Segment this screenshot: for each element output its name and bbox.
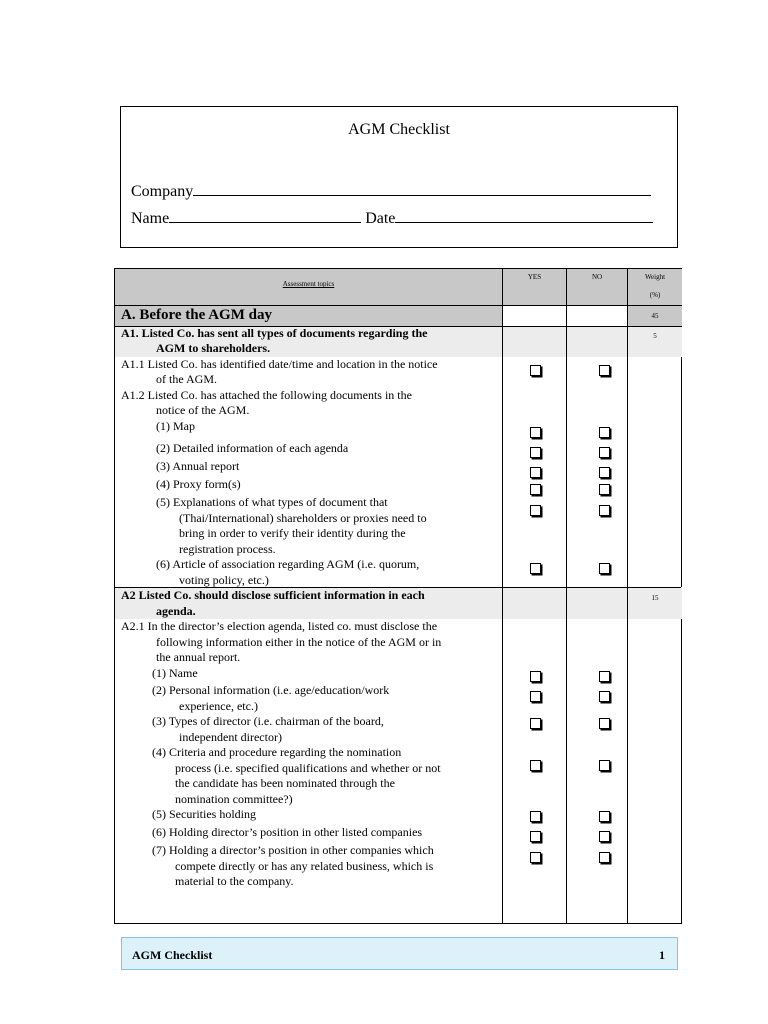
col-header-weight: Weight — [644, 273, 666, 281]
a1-2-2-yes-checkbox[interactable] — [530, 447, 541, 458]
a1-2-item-5-l3: bring in order to verify their identity during the — [179, 526, 406, 540]
a1-2-5-no-checkbox[interactable] — [599, 505, 610, 516]
header-box — [120, 106, 678, 248]
a2-1-text: A2.1 In the director’s election agenda, listed co. must disclose the — [121, 619, 438, 633]
company-field[interactable] — [193, 181, 651, 196]
name-label: Name — [131, 210, 170, 227]
a2-1-item-4-l4: nomination committee?) — [175, 792, 293, 806]
a2-1-item-3: (3) Types of director (i.e. chairman of the board, — [152, 714, 384, 728]
a1-2-4-yes-checkbox[interactable] — [530, 484, 541, 495]
a1-2-3-yes-checkbox[interactable] — [530, 467, 541, 478]
a1-2-item-6-l2: voting policy, etc.) — [179, 573, 269, 587]
a2-1-item-3-l2: independent director) — [179, 730, 282, 744]
a2-1-3-no-checkbox[interactable] — [599, 718, 610, 729]
a1-2-3-no-checkbox[interactable] — [599, 467, 610, 478]
a2-1-2-no-checkbox[interactable] — [599, 691, 610, 702]
a2-weight: 15 — [651, 594, 659, 602]
a1-2-2-no-checkbox[interactable] — [599, 447, 610, 458]
date-label: Date — [365, 210, 396, 227]
section-a-title: A. Before the AGM day — [121, 307, 272, 323]
a2-1-5-yes-checkbox[interactable] — [530, 811, 541, 822]
a1-1-yes-checkbox[interactable] — [530, 365, 541, 376]
a2-1-2-yes-checkbox[interactable] — [530, 691, 541, 702]
a1-2-item-5-l2: (Thai/International) shareholders or proxies need to — [179, 511, 427, 525]
footer-title: AGM Checklist — [132, 948, 213, 962]
a1-2-item-4: (4) Proxy form(s) — [156, 477, 241, 491]
col-header-topics: Assessment topics — [282, 280, 335, 288]
a2-1-text-3: the annual report. — [156, 650, 241, 664]
a2-1-item-4: (4) Criteria and procedure regarding the nomination — [152, 745, 402, 759]
a2-1-7-yes-checkbox[interactable] — [530, 852, 541, 863]
a1-2-text-2: notice of the AGM. — [156, 403, 250, 417]
a1-2-item-6: (6) Article of association regarding AGM (i.e. quorum, — [156, 557, 420, 571]
a1-2-4-no-checkbox[interactable] — [599, 484, 610, 495]
col-header-no: NO — [591, 273, 603, 281]
checklist-table — [114, 268, 682, 924]
a2-1-item-7: (7) Holding a director’s position in other companies which — [152, 843, 434, 857]
a1-2-item-5-l4: registration process. — [179, 542, 276, 556]
a2-1-6-no-checkbox[interactable] — [599, 831, 610, 842]
a2-1-item-7-l2: compete directly or has any related business, which is — [175, 859, 434, 873]
section-a-weight: 45 — [651, 312, 659, 320]
a2-1-1-yes-checkbox[interactable] — [530, 671, 541, 682]
a1-2-5-yes-checkbox[interactable] — [530, 505, 541, 516]
document-title: AGM Checklist — [348, 121, 450, 138]
a2-1-item-6: (6) Holding director’s position in other listed companies — [152, 825, 423, 839]
company-label: Company — [131, 183, 194, 200]
a2-1-text-2: following information either in the notice of the AGM or in — [156, 635, 442, 649]
a1-1-no-checkbox[interactable] — [599, 365, 610, 376]
a1-2-6-no-checkbox[interactable] — [599, 563, 610, 574]
a1-2-text: A1.2 Listed Co. has attached the following documents in the — [121, 388, 412, 402]
a1-2-item-2: (2) Detailed information of each agenda — [156, 441, 349, 455]
a2-1-item-2: (2) Personal information (i.e. age/education/work — [152, 683, 390, 697]
a2-1-item-4-l3: the candidate has been nominated through the — [175, 776, 395, 790]
name-field[interactable] — [169, 208, 361, 223]
a2-1-6-yes-checkbox[interactable] — [530, 831, 541, 842]
a2-1-item-1: (1) Name — [152, 666, 198, 680]
a2-1-5-no-checkbox[interactable] — [599, 811, 610, 822]
a1-2-item-1: (1) Map — [156, 419, 195, 433]
a2-1-item-2-l2: experience, etc.) — [179, 699, 258, 713]
a1-2-1-no-checkbox[interactable] — [599, 427, 610, 438]
a2-1-7-no-checkbox[interactable] — [599, 852, 610, 863]
a1-2-item-3: (3) Annual report — [156, 459, 240, 473]
a1-2-item-5: (5) Explanations of what types of document that — [156, 495, 388, 509]
col-header-weight-unit: (%) — [649, 291, 661, 299]
a2-1-item-7-l3: material to the company. — [175, 874, 294, 888]
a2-1-4-yes-checkbox[interactable] — [530, 760, 541, 771]
name-date-line — [131, 208, 653, 228]
a1-1-text-2: of the AGM. — [156, 372, 217, 386]
page-footer — [121, 937, 678, 970]
a1-1-text: A1.1 Listed Co. has identified date/time and location in the notice — [121, 357, 438, 371]
col-header-yes: YES — [527, 273, 542, 281]
a1-weight: 5 — [653, 332, 657, 340]
a1-2-1-yes-checkbox[interactable] — [530, 427, 541, 438]
a2-heading-line2: agenda. — [156, 604, 196, 618]
a1-heading-line1: A1. Listed Co. has sent all types of documents regarding the — [121, 326, 428, 340]
a2-1-item-4-l2: process (i.e. specified qualifications and whether or not — [175, 761, 441, 775]
a2-1-3-yes-checkbox[interactable] — [530, 718, 541, 729]
a2-1-item-5: (5) Securities holding — [152, 807, 256, 821]
a2-1-1-no-checkbox[interactable] — [599, 671, 610, 682]
company-line — [131, 181, 651, 201]
a2-heading-line1: A2 Listed Co. should disclose sufficient information in each — [121, 588, 425, 602]
a1-2-6-yes-checkbox[interactable] — [530, 563, 541, 574]
a1-heading-line2: AGM to shareholders. — [156, 341, 271, 355]
page-number: 1 — [659, 948, 665, 962]
date-field[interactable] — [395, 208, 653, 223]
a2-1-4-no-checkbox[interactable] — [599, 760, 610, 771]
